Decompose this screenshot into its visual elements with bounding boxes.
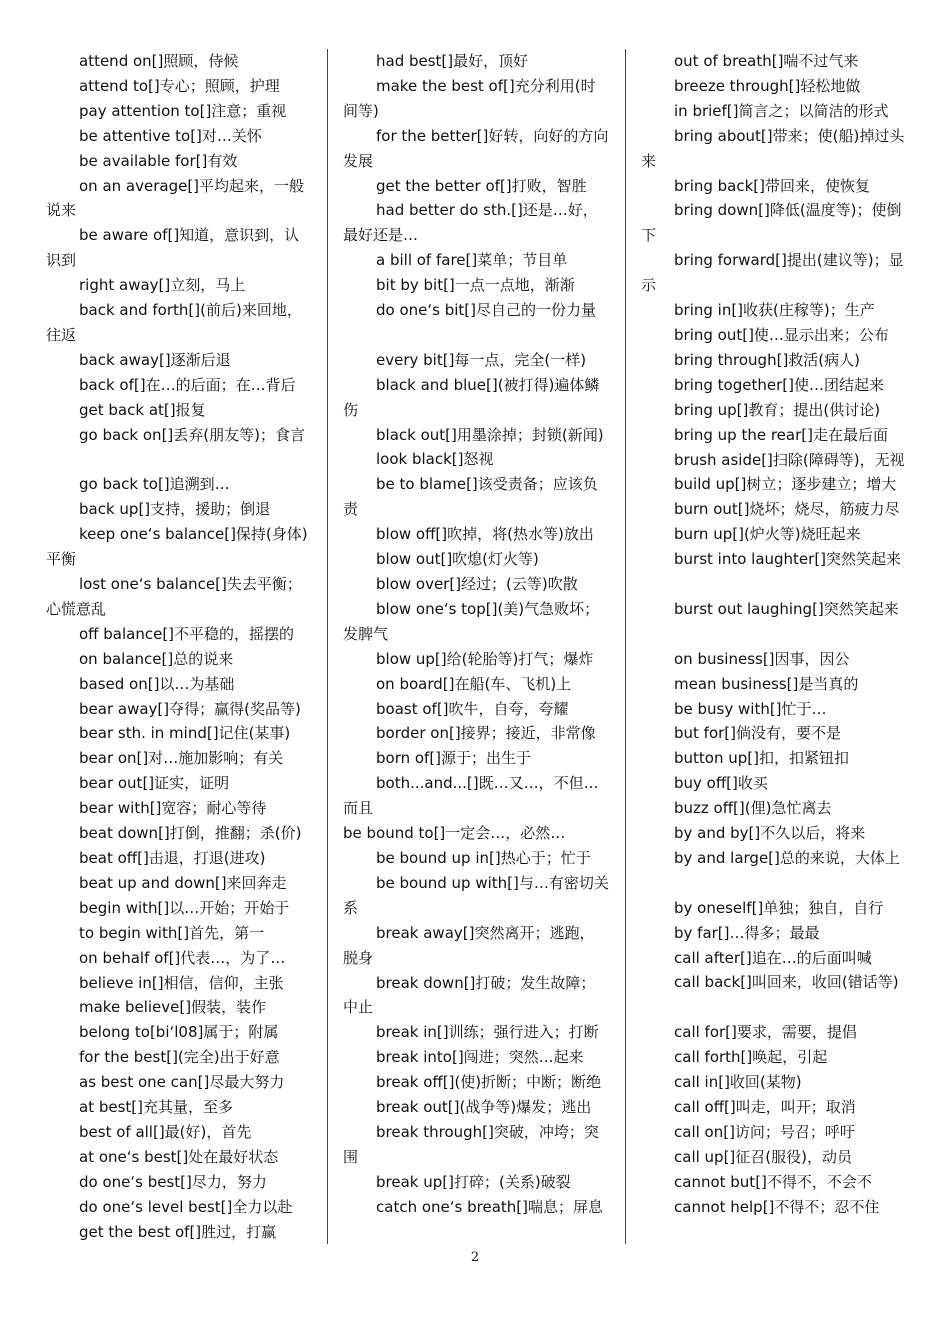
vocab-entry: right away[]立刻，马上 xyxy=(79,276,246,295)
vocab-entry: blow over[]经过；(云等)吹散 xyxy=(376,575,578,594)
vocab-entry: bring up the rear[]走在最后面 xyxy=(674,425,888,444)
vocab-entry: buzz off[](俚)急忙离去 xyxy=(674,799,832,818)
vocab-entry: by and large[]总的来说，大体上 xyxy=(674,848,900,867)
vocab-entry: on business[]因事，因公 xyxy=(674,649,850,668)
vocab-entry: break off[](使)折断；中断；断绝 xyxy=(376,1073,602,1092)
vocab-entry: be bound to[]一定会…，必然… xyxy=(343,824,566,843)
vocab-entry: border on[]接界；接近，非常像 xyxy=(376,724,596,743)
vocab-entry: every bit[]每一点，完全(一样) xyxy=(376,350,587,369)
vocab-entry: at one‘s best[]处在最好状态 xyxy=(79,1147,279,1166)
vocab-entry: be bound up with[]与…有密切关系 xyxy=(343,873,609,917)
vocab-entry: make believe[]假装，装作 xyxy=(79,998,267,1017)
vocab-entry: best of all[]最(好)，首先 xyxy=(79,1122,252,1141)
vocab-entry: for the better[]好转，向好的方向发展 xyxy=(343,126,609,170)
vocab-entry: beat up and down[]来回奔走 xyxy=(79,873,287,892)
vocab-entry: on board[]在船(车、飞机)上 xyxy=(376,674,572,693)
vocab-entry: back up[]支持，援助；倒退 xyxy=(79,500,271,519)
vocab-entry: belong to[bi‘l08]属于；附属 xyxy=(79,1023,279,1042)
vocab-entry: back and forth[](前后)来回地，往返 xyxy=(46,301,302,344)
vocab-entry: bring back[]带回来，使恢复 xyxy=(674,176,871,195)
vocab-entry: blow up[]给(轮胎等)打气；爆炸 xyxy=(376,649,594,668)
vocab-entry: bear sth. in mind[]记住(某事) xyxy=(79,724,291,743)
vocab-entry: be aware of[]知道，意识到，认识到 xyxy=(46,226,300,270)
vocab-entry: be to blame[]该受责备；应该负责 xyxy=(343,475,598,519)
vocab-entry: go back to[]追溯到… xyxy=(79,475,230,494)
vocab-entry: brush aside[]扫除(障碍等)，无视 xyxy=(674,450,905,469)
vocab-entry: pay attention to[]注意；重视 xyxy=(79,101,287,120)
vocab-entry: but for[]倘没有，要不是 xyxy=(674,724,842,743)
vocab-entry: had better do sth.[]还是…好，最好还是… xyxy=(343,201,598,245)
vocab-entry: begin with[]以…开始；开始于 xyxy=(79,898,290,917)
vocab-entry: get the better of[]打败，智胜 xyxy=(376,176,587,195)
vocab-entry: do one‘s bit[]尽自己的一份力量 xyxy=(376,301,597,320)
vocab-entry: call for[]要求，需要，提倡 xyxy=(674,1023,857,1042)
vocab-entry: call in[]收回(某物) xyxy=(674,1073,802,1092)
page-number: 2 xyxy=(470,1250,480,1265)
vocab-entry: catch one‘s breath[]喘息；屏息 xyxy=(376,1197,603,1216)
vocab-entry: do one‘s best[]尽力，努力 xyxy=(79,1172,267,1191)
vocab-entry: call back[]叫回来，收回(错话等) xyxy=(674,973,899,992)
vocab-entry: burn out[]烧坏；烧尽，筋疲力尽 xyxy=(674,500,900,519)
vocab-entry: back away[]逐渐后退 xyxy=(79,350,231,369)
vocab-entry: cannot help[]不得不；忍不住 xyxy=(674,1197,880,1216)
vocab-entry: beat down[]打倒，推翻；杀(价) xyxy=(79,824,302,843)
vocab-entry: in brief[]简言之；以简洁的形式 xyxy=(674,101,889,120)
vocab-entry: by far[]…得多；最最 xyxy=(674,923,820,942)
vocab-entry: born of[]源于；出生于 xyxy=(376,749,532,768)
vocab-entry: bear on[]对…施加影响；有关 xyxy=(79,749,284,768)
vocab-entry: go back on[]丢弃(朋友等)；食言 xyxy=(79,425,305,444)
vocab-entry: black and blue[](被打得)遍体鳞伤 xyxy=(343,375,600,419)
vocab-entry: bring up[]教育；提出(供讨论) xyxy=(674,400,881,419)
vocab-entry: black out[]用墨涂掉；封锁(新闻) xyxy=(376,425,604,444)
column-2 xyxy=(343,49,609,1220)
vocab-entry: at best[]充其量，至多 xyxy=(79,1098,233,1117)
vocab-entry: for the best[](完全)出于好意 xyxy=(79,1048,280,1067)
vocab-entry: breeze through[]轻松地做 xyxy=(674,76,861,95)
vocab-entry: blow out[]吹熄(灯火等) xyxy=(376,550,539,569)
vocab-entry: call up[]征召(服役)，动员 xyxy=(674,1147,852,1166)
vocab-entry: back of[]在…的后面；在…背后 xyxy=(79,375,296,394)
vocab-entry: burn up[](炉火等)烧旺起来 xyxy=(674,525,861,544)
vocab-entry: on balance[]总的说来 xyxy=(79,649,234,668)
vocab-entry: break into[]闯进；突然…起来 xyxy=(376,1048,584,1067)
vocab-entry: bit by bit[]一点一点地，渐渐 xyxy=(376,276,575,295)
vocab-entry: a bill of fare[]菜单；节目单 xyxy=(376,251,568,270)
vocab-entry: boast of[]吹牛，自夸，夸耀 xyxy=(376,699,569,718)
vocab-entry: break through[]突破，冲垮；突围 xyxy=(343,1122,599,1166)
vocab-entry: lost one‘s balance[]失去平衡；心慌意乱 xyxy=(46,575,302,618)
vocab-entry: keep one‘s balance[]保持(身体)平衡 xyxy=(46,525,308,569)
vocab-entry: make the best of[]充分利用(时间等) xyxy=(343,76,596,120)
vocab-entry: call forth[]唤起，引起 xyxy=(674,1048,828,1067)
vocab-entry: had best[]最好，顶好 xyxy=(376,52,529,70)
vocab-entry: burst into laughter[]突然笑起来 xyxy=(674,550,902,569)
vocab-entry: both...and...[]既…又…，不但…而且 xyxy=(343,774,599,818)
vocab-entry: call after[]追在…的后面叫喊 xyxy=(674,948,872,967)
vocab-entry: by oneself[]单独；独自，自行 xyxy=(674,898,884,917)
vocab-entry: bear out[]证实，证明 xyxy=(79,774,230,793)
vocab-entry: break out[](战争等)爆发；逃出 xyxy=(376,1098,592,1117)
vocab-entry: bear away[]夺得；赢得(奖品等) xyxy=(79,699,301,718)
vocab-entry: call on[]访问；号召；呼吁 xyxy=(674,1122,855,1141)
vocab-entry: mean business[]是当真的 xyxy=(674,674,859,693)
vocab-entry: bear with[]宽容；耐心等待 xyxy=(79,799,267,818)
vocab-entry: call off[]叫走，叫开；取消 xyxy=(674,1098,856,1116)
vocab-entry: attend to[]专心；照顾，护理 xyxy=(79,76,280,95)
vocab-entry: bring about[]带来；使(船)掉过头来 xyxy=(641,126,905,170)
vocab-entry: bring in[]收获(庄稼等)；生产 xyxy=(674,301,875,320)
vocab-entry: bring through[]救活(病人) xyxy=(674,350,860,369)
vocab-entry: be available for[]有效 xyxy=(79,151,238,170)
vocab-entry: build up[]树立；逐步建立；增大 xyxy=(674,475,897,494)
vocab-entry: on behalf of[]代表…，为了… xyxy=(79,948,286,967)
vocab-entry: be busy with[]忙于… xyxy=(674,699,827,718)
vocab-entry: to begin with[]首先，第一 xyxy=(79,923,265,942)
vocab-entry: attend on[]照顾，侍候 xyxy=(79,52,239,70)
vocab-entry: based on[]以…为基础 xyxy=(79,674,235,693)
vocab-entry: off balance[]不平稳的，摇摆的 xyxy=(79,624,295,643)
vocab-entry: bring forward[]提出(建议等)；显示 xyxy=(641,251,904,295)
vocab-entry: believe in[]相信，信仰，主张 xyxy=(79,973,284,992)
vocab-entry: get the best of[]胜过，打赢 xyxy=(79,1222,277,1241)
vocab-entry: bring out[]使…显示出来；公布 xyxy=(674,325,889,344)
vocab-entry: on an average[]平均起来，一般说来 xyxy=(46,176,305,220)
vocab-entry: cannot but[]不得不，不会不 xyxy=(674,1172,872,1191)
vocab-entry: bring together[]使…团结起来 xyxy=(674,375,884,394)
vocab-entry: be bound up in[]热心于；忙于 xyxy=(376,848,591,867)
vocab-entry: get back at[]报复 xyxy=(79,400,206,419)
vocab-entry: break away[]突然离开；逃跑，脱身 xyxy=(343,923,595,967)
vocab-entry: be attentive to[]对…关怀 xyxy=(79,126,262,145)
vocab-entry: blow one‘s top[](美)气急败坏；发脾气 xyxy=(343,599,600,643)
vocab-entry: buy off[]收买 xyxy=(674,774,768,793)
vocab-entry: break in[]训练；强行进入；打断 xyxy=(376,1023,599,1042)
vocab-entry: out of breath[]喘不过气来 xyxy=(674,52,859,70)
column-3 xyxy=(641,49,907,1220)
vocab-entry: beat off[]击退，打退(进攻) xyxy=(79,848,266,867)
column-divider xyxy=(327,49,328,1244)
vocab-entry: break up[]打碎；(关系)破裂 xyxy=(376,1172,571,1191)
vocab-entry: break down[]打破；发生故障；中止 xyxy=(343,973,596,1017)
vocab-entry: blow off[]吹掉，将(热水等)放出 xyxy=(376,525,594,544)
vocab-entry: look black[]怒视 xyxy=(376,450,494,469)
vocab-entry: do one‘s level best[]全力以赴 xyxy=(79,1197,293,1216)
vocab-entry: button up[]扣，扣紧钮扣 xyxy=(674,749,849,768)
vocab-entry: as best one can[]尽最大努力 xyxy=(79,1073,285,1092)
vocab-entry: by and by[]不久以后，将来 xyxy=(674,824,866,843)
vocab-entry: burst out laughing[]突然笑起来 xyxy=(674,599,899,618)
column-divider xyxy=(625,49,626,1244)
column-1 xyxy=(46,49,312,1244)
vocab-entry: bring down[]降低(温度等)；使倒下 xyxy=(641,201,902,245)
